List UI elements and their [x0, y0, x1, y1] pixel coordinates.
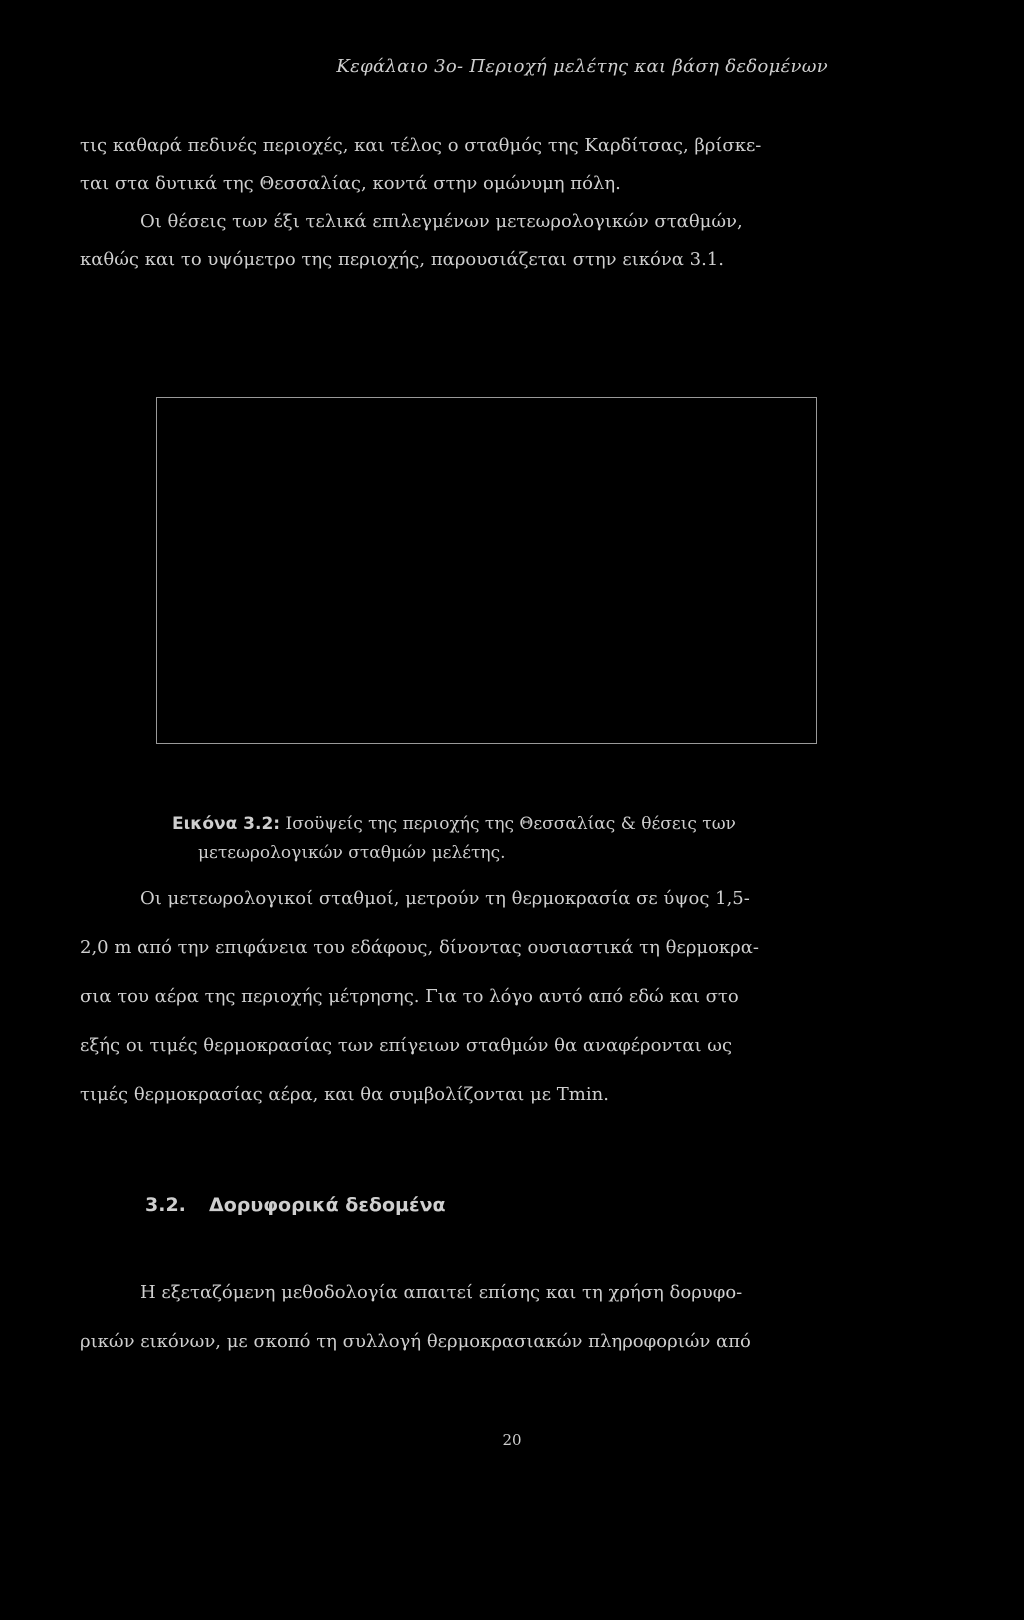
paragraph-2-line: σια του αέρα της περιοχής μέτρησης. Για το λόγο αυτό από εδώ και στο	[80, 986, 739, 1007]
paragraph-2-line: τιμές θερμοκρασίας αέρα, και θα συμβολίζονται με Tmin.	[80, 1084, 609, 1105]
page-number: 20	[502, 1431, 522, 1449]
figure-caption-text: Ισοϋψείς της περιοχής της Θεσσαλίας & θέσεις των	[285, 814, 736, 834]
paragraph-1	[80, 127, 828, 279]
section-title: Δορυφορικά δεδομένα	[209, 1194, 446, 1216]
paragraph-3-line: ρικών εικόνων, με σκοπό τη συλλογή θερμοκρασιακών πληροφοριών από	[80, 1331, 751, 1352]
paragraph-1-line: τις καθαρά πεδινές περιοχές, και τέλος ο σταθμός της Καρδίτσας, βρίσκε-	[80, 135, 762, 156]
paragraph-3-line: Η εξεταζόμενη μεθοδολογία απαιτεί επίσης και τη χρήση δορυφο-	[140, 1282, 743, 1303]
paragraph-2-line: Οι μετεωρολογικοί σταθμοί, μετρούν τη θερμοκρασία σε ύψος 1,5-	[140, 888, 750, 909]
paragraph-2	[80, 874, 828, 1119]
figure-caption	[172, 810, 812, 868]
section-heading	[145, 1194, 446, 1216]
paragraph-1-line: ται στα δυτικά της Θεσσαλίας, κοντά στην ομώνυμη πόλη.	[80, 173, 621, 194]
paragraph-1-line: Οι θέσεις των έξι τελικά επιλεγμένων μετεωρολογικών σταθμών,	[140, 211, 743, 232]
running-header: Κεφάλαιο 3ο- Περιοχή μελέτης και βάση δεδομένων	[336, 56, 828, 77]
figure-caption-label: Εικόνα 3.2:	[172, 814, 281, 834]
figure-image-placeholder	[156, 397, 817, 744]
paragraph-1-line: καθώς και το υψόμετρο της περιοχής, παρουσιάζεται στην εικόνα 3.1.	[80, 249, 724, 270]
paragraph-3	[80, 1268, 828, 1366]
section-number: 3.2.	[145, 1194, 186, 1216]
paragraph-2-line: 2,0 m από την επιφάνεια του εδάφους, δίνοντας ουσιαστικά τη θερμοκρα-	[80, 937, 759, 958]
figure-caption-text-continued: μετεωρολογικών σταθμών μελέτης.	[198, 843, 506, 863]
paragraph-2-line: εξής οι τιμές θερμοκρασίας των επίγειων σταθμών θα αναφέρονται ως	[80, 1035, 733, 1056]
